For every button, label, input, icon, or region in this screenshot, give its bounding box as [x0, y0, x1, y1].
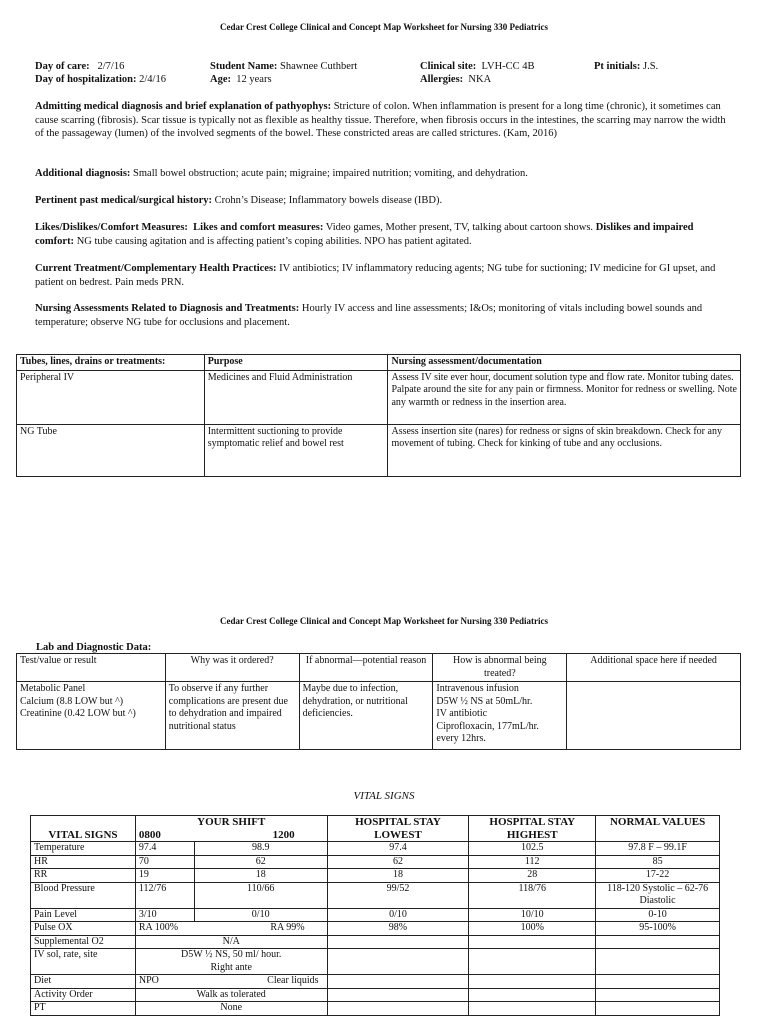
table-cell: [327, 975, 469, 989]
table-cell: 10/10: [469, 908, 596, 922]
table-header: Test/value or result: [17, 654, 166, 682]
table-cell: 118/76: [469, 882, 596, 908]
table-row: [31, 988, 720, 1002]
clinical-site: Clinical site: LVH-CC 4B: [420, 61, 535, 72]
likes-dislikes: Likes/Dislikes/Comfort Measures: Likes and comfort measures: Video games, Mother present, TV, talking about cartoon shows. Dislikes and impaired comfort: NG tube causing agitation and is affecting patient’s coping abilities. NPO has patient agitated.: [35, 222, 694, 247]
table-cell: 98.9: [194, 842, 327, 856]
table-cell: 62: [194, 855, 327, 869]
table-header: YOUR SHIFT 0800 1200: [135, 816, 327, 842]
table-row: [17, 682, 741, 750]
table-cell: Assess IV site ever hour, document solution type and flow rate. Monitor tubing dates. Palpate around the site for any pain or firmness. Monitor for redness or swelling. Note any warmth or redness in the insertion area.: [388, 370, 741, 424]
table-cell: [469, 975, 596, 989]
table-cell: [469, 1002, 596, 1016]
table-cell: [327, 988, 469, 1002]
table-header-row: [17, 355, 741, 371]
table-cell: [596, 935, 720, 949]
table-header: HOSPITAL STAY HIGHEST: [469, 816, 596, 842]
table-cell: [469, 988, 596, 1002]
lab-title: Lab and Diagnostic Data:: [36, 642, 152, 653]
table-cell: 118-120 Systolic – 62-76 Diastolic: [596, 882, 720, 908]
table-cell: 70: [135, 855, 194, 869]
additional-diagnosis: Additional diagnosis: Small bowel obstruction; acute pain; migraine; impaired nutrition; vomiting, and dehydration.: [35, 168, 528, 179]
table-cell: [567, 682, 741, 750]
table-cell: [469, 935, 596, 949]
age: Age: 12 years: [210, 74, 272, 85]
current-treatment: Current Treatment/Complementary Health Practices: IV antibiotics; IV inflammatory reducing agents; NG tube for suctioning; IV medicine for GI upset, and patient on bedrest. Pain meds PRN.: [35, 263, 716, 288]
table-cell: Blood Pressure: [31, 882, 136, 908]
table-cell: 112/76: [135, 882, 194, 908]
table-header: Why was it ordered?: [165, 654, 299, 682]
table-header-row: [17, 654, 741, 682]
past-history: Pertinent past medical/surgical history: Crohn’s Disease; Inflammatory bowels disease (IBD).: [35, 195, 443, 206]
table-row: [31, 935, 720, 949]
table-cell: 17-22: [596, 869, 720, 883]
table-cell: 19: [135, 869, 194, 883]
table-cell: IV sol, rate, site: [31, 949, 136, 975]
table-cell: 102.5: [469, 842, 596, 856]
table-row: [17, 424, 741, 476]
table-row: [17, 370, 741, 424]
table-cell: D5W ½ NS, 50 ml/ hour. Right ante: [135, 949, 327, 975]
table-cell: [596, 988, 720, 1002]
table-cell: [327, 1002, 469, 1016]
pt-initials: Pt initials: J.S.: [594, 61, 659, 72]
table-cell: Temperature: [31, 842, 136, 856]
table-cell: 95-100%: [596, 922, 720, 936]
table-cell: Metabolic Panel Calcium (8.8 LOW but ^) Creatinine (0.42 LOW but ^): [17, 682, 166, 750]
table-cell: Intermittent suctioning to provide symptomatic relief and bowel rest: [204, 424, 388, 476]
tubes-table: [16, 354, 741, 477]
table-cell: Supplemental O2: [31, 935, 136, 949]
table-cell: 112: [469, 855, 596, 869]
table-cell: 0-10: [596, 908, 720, 922]
vitals-table: [30, 815, 720, 1016]
table-cell: Peripheral IV: [17, 370, 205, 424]
table-cell: Pulse OX: [31, 922, 136, 936]
table-cell: 0/10: [194, 908, 327, 922]
table-cell: NG Tube: [17, 424, 205, 476]
table-cell: Intravenous infusion D5W ½ NS at 50mL/hr. IV antibiotic Ciprofloxacin, 177mL/hr. every 12hrs.: [433, 682, 567, 750]
allergies: Allergies: NKA: [420, 74, 492, 85]
table-cell: 62: [327, 855, 469, 869]
table-cell: HR: [31, 855, 136, 869]
vitals-title: VITAL SIGNS: [353, 790, 415, 802]
table-cell: 98%: [327, 922, 469, 936]
table-cell: Activity Order: [31, 988, 136, 1002]
table-cell: Diet: [31, 975, 136, 989]
table-cell: 0/10: [327, 908, 469, 922]
table-cell: 28: [469, 869, 596, 883]
day-of-hospitalization: Day of hospitalization: 2/4/16: [35, 74, 166, 85]
page-title-2: Cedar Crest College Clinical and Concept Map Worksheet for Nursing 330 Pediatrics: [219, 616, 549, 626]
day-of-care: Day of care: 2/7/16: [35, 61, 125, 72]
table-row: [31, 949, 720, 975]
table-cell: To observe if any further complications are present due to dehydration and impaired nutritional status: [165, 682, 299, 750]
table-row: [31, 869, 720, 883]
table-cell: [596, 975, 720, 989]
table-header: HOSPITAL STAY LOWEST: [327, 816, 469, 842]
table-header: Additional space here if needed: [567, 654, 741, 682]
table-cell: N/A: [135, 935, 327, 949]
table-cell: 97.8 F – 99.1F: [596, 842, 720, 856]
table-header: NORMAL VALUES: [596, 816, 720, 842]
lab-table: [16, 653, 741, 750]
table-cell: Walk as tolerated: [135, 988, 327, 1002]
table-cell: Maybe due to infection, dehydration, or nutritional deficiencies.: [299, 682, 433, 750]
table-cell: Pain Level: [31, 908, 136, 922]
table-cell: [596, 1002, 720, 1016]
table-row: [31, 975, 720, 989]
table-cell: [469, 949, 596, 975]
table-header: VITAL SIGNS: [31, 816, 136, 842]
table-header: Tubes, lines, drains or treatments:: [17, 355, 205, 371]
table-header: Nursing assessment/documentation: [388, 355, 741, 371]
table-cell: Assess insertion site (nares) for redness or signs of skin breakdown. Check for any movement of tubing. Check for kinking of tube and any occlusions.: [388, 424, 741, 476]
table-header: How is abnormal being treated?: [433, 654, 567, 682]
table-cell: RR: [31, 869, 136, 883]
table-cell: 85: [596, 855, 720, 869]
table-cell: 97.4: [327, 842, 469, 856]
table-cell: 100%: [469, 922, 596, 936]
admitting-diagnosis: Admitting medical diagnosis and brief explanation of pathyophys: Stricture of colon. When inflammation is present for a long time (chronic), it sometimes can cause scarring (fibrosis). Scar tissue is typically not as flexible as healthy tissue. Therefore, when fibrosis occurs in the intestines, the scarring may narrow the width of the passageway (lumen) of the involved segments of the bowel. These constricted areas are called strictures. (Kam, 2016): [35, 101, 726, 139]
table-cell: 3/10: [135, 908, 194, 922]
table-cell: Medicines and Fluid Administration: [204, 370, 388, 424]
table-cell: NPO Clear liquids: [135, 975, 327, 989]
table-header: If abnormal—potential reason: [299, 654, 433, 682]
table-row: [31, 908, 720, 922]
nursing-assessments: Nursing Assessments Related to Diagnosis and Treatments: Hourly IV access and line assessments; I&Os; monitoring of vitals including bowel sounds and temperature; observe NG tube for occlusions and placement.: [35, 303, 703, 328]
page-title: Cedar Crest College Clinical and Concept Map Worksheet for Nursing 330 Pediatrics: [219, 22, 549, 32]
student-name: Student Name: Shawnee Cuthbert: [210, 61, 358, 72]
table-cell: [327, 935, 469, 949]
table-row: [31, 922, 720, 936]
table-cell: 18: [327, 869, 469, 883]
table-header: Purpose: [204, 355, 388, 371]
table-cell: 97.4: [135, 842, 194, 856]
table-cell: 110/66: [194, 882, 327, 908]
table-cell: [327, 949, 469, 975]
table-cell: RA 100% RA 99%: [135, 922, 327, 936]
table-cell: None: [135, 1002, 327, 1016]
table-cell: PT: [31, 1002, 136, 1016]
table-row: [31, 882, 720, 908]
table-header-row: [31, 816, 720, 842]
table-row: [31, 855, 720, 869]
table-cell: 99/52: [327, 882, 469, 908]
table-row: [31, 842, 720, 856]
table-row: [31, 1002, 720, 1016]
table-cell: 18: [194, 869, 327, 883]
table-cell: [596, 949, 720, 975]
